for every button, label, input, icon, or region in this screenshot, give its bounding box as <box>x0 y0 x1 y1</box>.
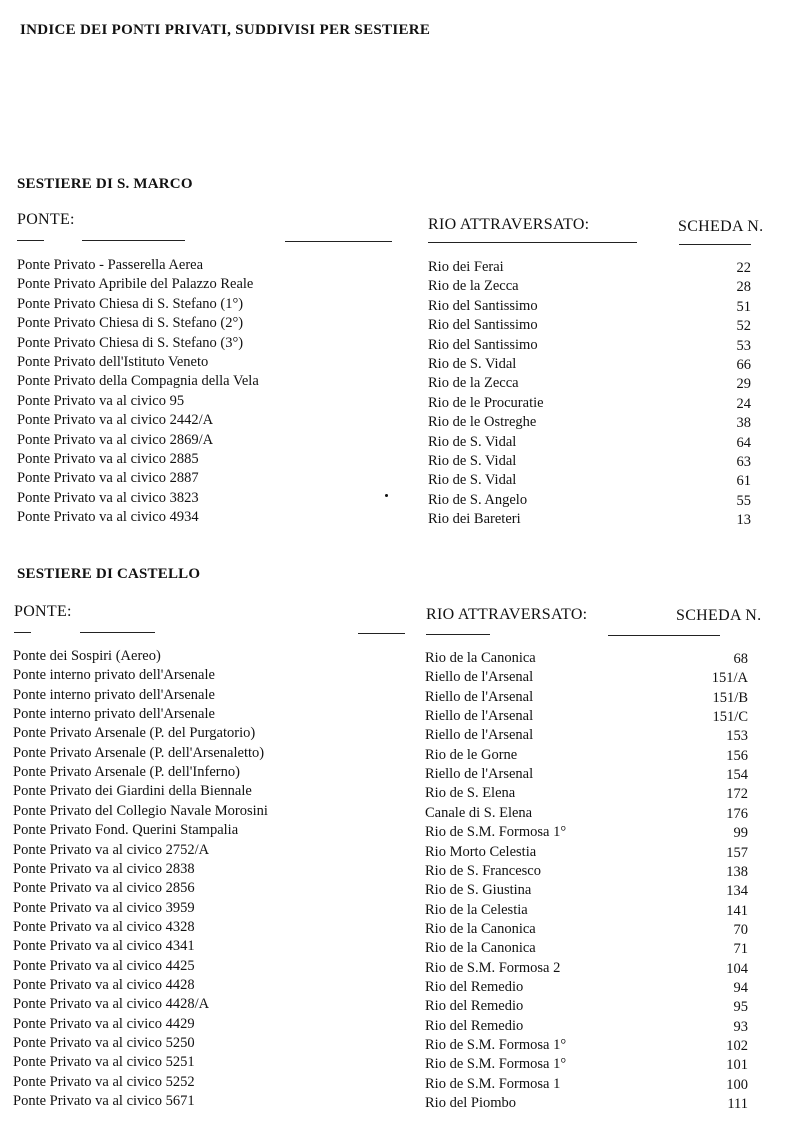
table-row <box>0 489 800 508</box>
cell-rio: Rio de la Canonica <box>425 650 536 666</box>
cell-ponte: Ponte Privato della Compagnia della Vela <box>17 373 259 390</box>
cell-ponte: Ponte Privato va al civico 2887 <box>17 470 199 487</box>
cell-rio: Rio de S. Vidal <box>428 472 517 489</box>
cell-scheda: 101 <box>726 1057 748 1074</box>
table-row <box>0 256 800 275</box>
table-row <box>0 334 800 353</box>
header-underline <box>80 632 155 633</box>
cell-ponte: Ponte Privato Chiesa di S. Stefano (2°) <box>17 315 244 332</box>
cell-ponte: Ponte interno privato dell'Arsenale <box>13 706 215 723</box>
cell-scheda: 13 <box>736 512 751 529</box>
cell-rio: Rio dei Bareteri <box>428 511 521 528</box>
table-row <box>0 392 800 411</box>
table-row <box>0 431 800 450</box>
cell-scheda: 38 <box>736 415 751 432</box>
stray-dot <box>385 494 388 497</box>
table-row <box>0 821 800 840</box>
cell-rio: Rio de S.M. Formosa 1° <box>425 1056 567 1073</box>
table-row <box>0 724 800 743</box>
table-row <box>0 647 800 666</box>
cell-ponte: Ponte Privato va al civico 5251 <box>13 1054 195 1071</box>
column-header-scheda: SCHEDA N. <box>676 607 762 624</box>
table-row <box>0 705 800 724</box>
cell-rio: Riello de l'Arsenal <box>425 727 534 744</box>
column-header-ponte: PONTE: <box>17 211 75 228</box>
table-row <box>0 782 800 801</box>
cell-scheda: 151/B <box>712 689 748 706</box>
cell-scheda: 154 <box>726 767 748 784</box>
cell-rio: Rio de le Ostreghe <box>428 414 537 431</box>
cell-rio: Riello de l'Arsenal <box>425 688 534 705</box>
table-row <box>0 860 800 879</box>
cell-rio: Rio de S. Vidal <box>428 433 517 450</box>
header-underline <box>285 241 392 242</box>
table-row <box>0 372 800 391</box>
table-row <box>0 469 800 488</box>
cell-scheda: 157 <box>726 844 748 861</box>
table-row <box>0 763 800 782</box>
table-row <box>0 1034 800 1053</box>
cell-rio: Rio de S. Elena <box>425 785 516 802</box>
cell-scheda: 141 <box>726 902 748 919</box>
table-row <box>0 508 800 527</box>
cell-rio: Rio de le Procuratie <box>428 394 544 411</box>
table-row <box>0 937 800 956</box>
table-row <box>0 1053 800 1072</box>
header-underline <box>17 240 44 241</box>
cell-scheda: 53 <box>736 337 751 354</box>
cell-scheda: 70 <box>733 921 748 938</box>
header-underline <box>82 240 185 241</box>
cell-scheda: 63 <box>736 454 751 470</box>
cell-ponte: Ponte Privato Chiesa di S. Stefano (3°) <box>17 334 244 351</box>
table-row <box>0 918 800 937</box>
cell-ponte: Ponte Privato va al civico 5671 <box>13 1093 195 1110</box>
cell-rio: Rio de S. Vidal <box>428 453 517 469</box>
column-header-ponte: PONTE: <box>14 603 72 620</box>
header-underline <box>358 633 405 634</box>
cell-rio: Riello de l'Arsenal <box>425 669 534 686</box>
cell-scheda: 102 <box>726 1038 748 1054</box>
cell-rio: Rio del Santissimo <box>428 297 538 314</box>
cell-scheda: 28 <box>736 279 751 296</box>
cell-rio: Rio de la Celestia <box>425 901 528 918</box>
table-row <box>0 295 800 314</box>
cell-rio: Rio del Santissimo <box>428 336 538 353</box>
cell-scheda: 61 <box>736 473 751 490</box>
section-title-s-marco: SESTIERE DI S. MARCO <box>17 176 193 192</box>
table-row <box>0 666 800 685</box>
cell-ponte: Ponte Privato va al civico 5250 <box>13 1035 195 1051</box>
table-row <box>0 879 800 898</box>
cell-rio: Rio de la Canonica <box>425 920 536 937</box>
cell-scheda: 51 <box>736 298 751 315</box>
cell-scheda: 134 <box>726 883 748 900</box>
cell-ponte: Ponte Privato va al civico 2869/A <box>17 431 214 448</box>
cell-rio: Rio de la Zecca <box>428 278 519 295</box>
cell-ponte: Ponte Privato Apribile del Palazzo Reale <box>17 276 254 293</box>
cell-rio: Rio del Remedio <box>425 978 524 995</box>
cell-ponte: Ponte dei Sospiri (Aereo) <box>13 648 161 664</box>
table-row <box>0 899 800 918</box>
table-row <box>0 1092 800 1111</box>
cell-ponte: Ponte Privato Chiesa di S. Stefano (1°) <box>17 295 244 312</box>
cell-ponte: Ponte Privato va al civico 4934 <box>17 509 199 526</box>
cell-rio: Rio de S.M. Formosa 1 <box>425 1075 561 1092</box>
cell-rio: Rio de S.M. Formosa 1° <box>425 824 567 841</box>
cell-rio: Rio Morto Celestia <box>425 843 537 860</box>
cell-scheda: 95 <box>733 999 748 1016</box>
cell-scheda: 93 <box>733 1018 748 1035</box>
cell-ponte: Ponte Privato va al civico 4328 <box>13 918 195 935</box>
cell-ponte: Ponte Privato Arsenale (P. dell'Inferno) <box>13 764 240 781</box>
cell-ponte: Ponte interno privato dell'Arsenale <box>13 667 215 684</box>
cell-scheda: 172 <box>726 786 748 803</box>
table-row <box>0 802 800 821</box>
cell-ponte: Ponte Privato va al civico 4425 <box>13 957 195 974</box>
cell-ponte: Ponte Privato va al civico 4428 <box>13 976 195 993</box>
cell-rio: Rio del Piombo <box>425 1095 517 1112</box>
cell-scheda: 151/A <box>711 670 748 687</box>
header-underline <box>608 635 720 636</box>
cell-ponte: Ponte interno privato dell'Arsenale <box>13 686 215 703</box>
cell-ponte: Ponte Privato va al civico 95 <box>17 392 185 409</box>
cell-ponte: Ponte Privato va al civico 2838 <box>13 860 195 877</box>
header-underline <box>428 242 637 243</box>
column-header-rio: RIO ATTRAVERSATO: <box>428 216 590 233</box>
table-row <box>0 957 800 976</box>
cell-scheda: 22 <box>736 260 751 276</box>
cell-scheda: 111 <box>727 1096 748 1113</box>
table-row <box>0 976 800 995</box>
cell-ponte: Ponte Privato del Collegio Navale Morosini <box>13 802 268 819</box>
cell-scheda: 176 <box>726 805 748 822</box>
cell-scheda: 55 <box>736 492 751 509</box>
table-row <box>0 995 800 1014</box>
cell-ponte: Ponte Privato Arsenale (P. del Purgatorio) <box>13 725 256 742</box>
header-underline <box>426 634 490 635</box>
table-row <box>0 411 800 430</box>
cell-rio: Rio de S. Angelo <box>428 491 528 508</box>
header-underline <box>679 244 751 245</box>
cell-ponte: Ponte Privato - Passerella Aerea <box>17 257 204 273</box>
cell-scheda: 156 <box>726 747 748 764</box>
cell-ponte: Ponte Privato va al civico 3823 <box>17 489 199 506</box>
cell-rio: Rio de la Zecca <box>428 375 519 392</box>
table-row <box>0 1015 800 1034</box>
table-row <box>0 314 800 333</box>
cell-ponte: Ponte Privato va al civico 4341 <box>13 938 195 955</box>
cell-rio: Rio dei Ferai <box>428 259 504 275</box>
cell-ponte: Ponte Privato va al civico 2856 <box>13 880 195 897</box>
cell-rio: Rio de S.M. Formosa 2 <box>425 959 561 976</box>
cell-rio: Rio de le Gorne <box>425 746 518 763</box>
cell-scheda: 68 <box>733 651 748 667</box>
cell-rio: Riello de l'Arsenal <box>425 766 534 783</box>
cell-ponte: Ponte Privato va al civico 2752/A <box>13 841 210 858</box>
table-row <box>0 275 800 294</box>
cell-scheda: 99 <box>733 825 748 842</box>
table-row <box>0 686 800 705</box>
cell-ponte: Ponte Privato dell'Istituto Veneto <box>17 354 209 370</box>
table-row <box>0 353 800 372</box>
table-row <box>0 744 800 763</box>
cell-ponte: Ponte Privato va al civico 2442/A <box>17 412 214 429</box>
cell-scheda: 94 <box>733 979 748 996</box>
cell-scheda: 153 <box>726 728 748 745</box>
cell-ponte: Ponte Privato va al civico 2885 <box>17 451 199 467</box>
cell-ponte: Ponte Privato va al civico 3959 <box>13 899 195 916</box>
cell-scheda: 29 <box>736 376 751 393</box>
cell-scheda: 100 <box>726 1076 748 1093</box>
cell-scheda: 52 <box>736 318 751 335</box>
cell-rio: Canale di S. Elena <box>425 804 533 821</box>
page-title: INDICE DEI PONTI PRIVATI, SUDDIVISI PER SESTIERE <box>20 22 431 38</box>
cell-scheda: 66 <box>736 357 751 373</box>
table-row <box>0 841 800 860</box>
column-header-scheda: SCHEDA N. <box>678 218 764 235</box>
header-underline <box>14 632 31 633</box>
cell-ponte: Ponte Privato va al civico 4428/A <box>13 996 210 1013</box>
column-header-rio: RIO ATTRAVERSATO: <box>426 606 588 623</box>
cell-ponte: Ponte Privato dei Giardini della Biennale <box>13 783 252 800</box>
cell-rio: Rio de la Canonica <box>425 940 536 957</box>
cell-rio: Riello de l'Arsenal <box>425 708 534 725</box>
cell-ponte: Ponte Privato va al civico 5252 <box>13 1073 195 1090</box>
cell-ponte: Ponte Privato Fond. Querini Stampalia <box>13 822 239 839</box>
table-row <box>0 450 800 469</box>
cell-rio: Rio del Remedio <box>425 1017 524 1034</box>
cell-ponte: Ponte Privato Arsenale (P. dell'Arsenaletto) <box>13 744 265 761</box>
cell-ponte: Ponte Privato va al civico 4429 <box>13 1015 195 1032</box>
cell-scheda: 71 <box>733 941 748 958</box>
cell-rio: Rio del Remedio <box>425 998 524 1015</box>
cell-scheda: 138 <box>726 863 748 880</box>
cell-scheda: 24 <box>736 395 751 412</box>
cell-rio: Rio de S.M. Formosa 1° <box>425 1037 567 1053</box>
section-title-castello: SESTIERE DI CASTELLO <box>17 566 201 582</box>
cell-scheda: 151/C <box>712 709 748 726</box>
cell-rio: Rio de S. Vidal <box>428 356 517 372</box>
table-row <box>0 1073 800 1092</box>
cell-rio: Rio del Santissimo <box>428 317 538 334</box>
cell-rio: Rio de S. Giustina <box>425 882 532 899</box>
cell-rio: Rio de S. Francesco <box>425 862 541 879</box>
cell-scheda: 104 <box>726 960 748 977</box>
cell-scheda: 64 <box>736 434 751 451</box>
